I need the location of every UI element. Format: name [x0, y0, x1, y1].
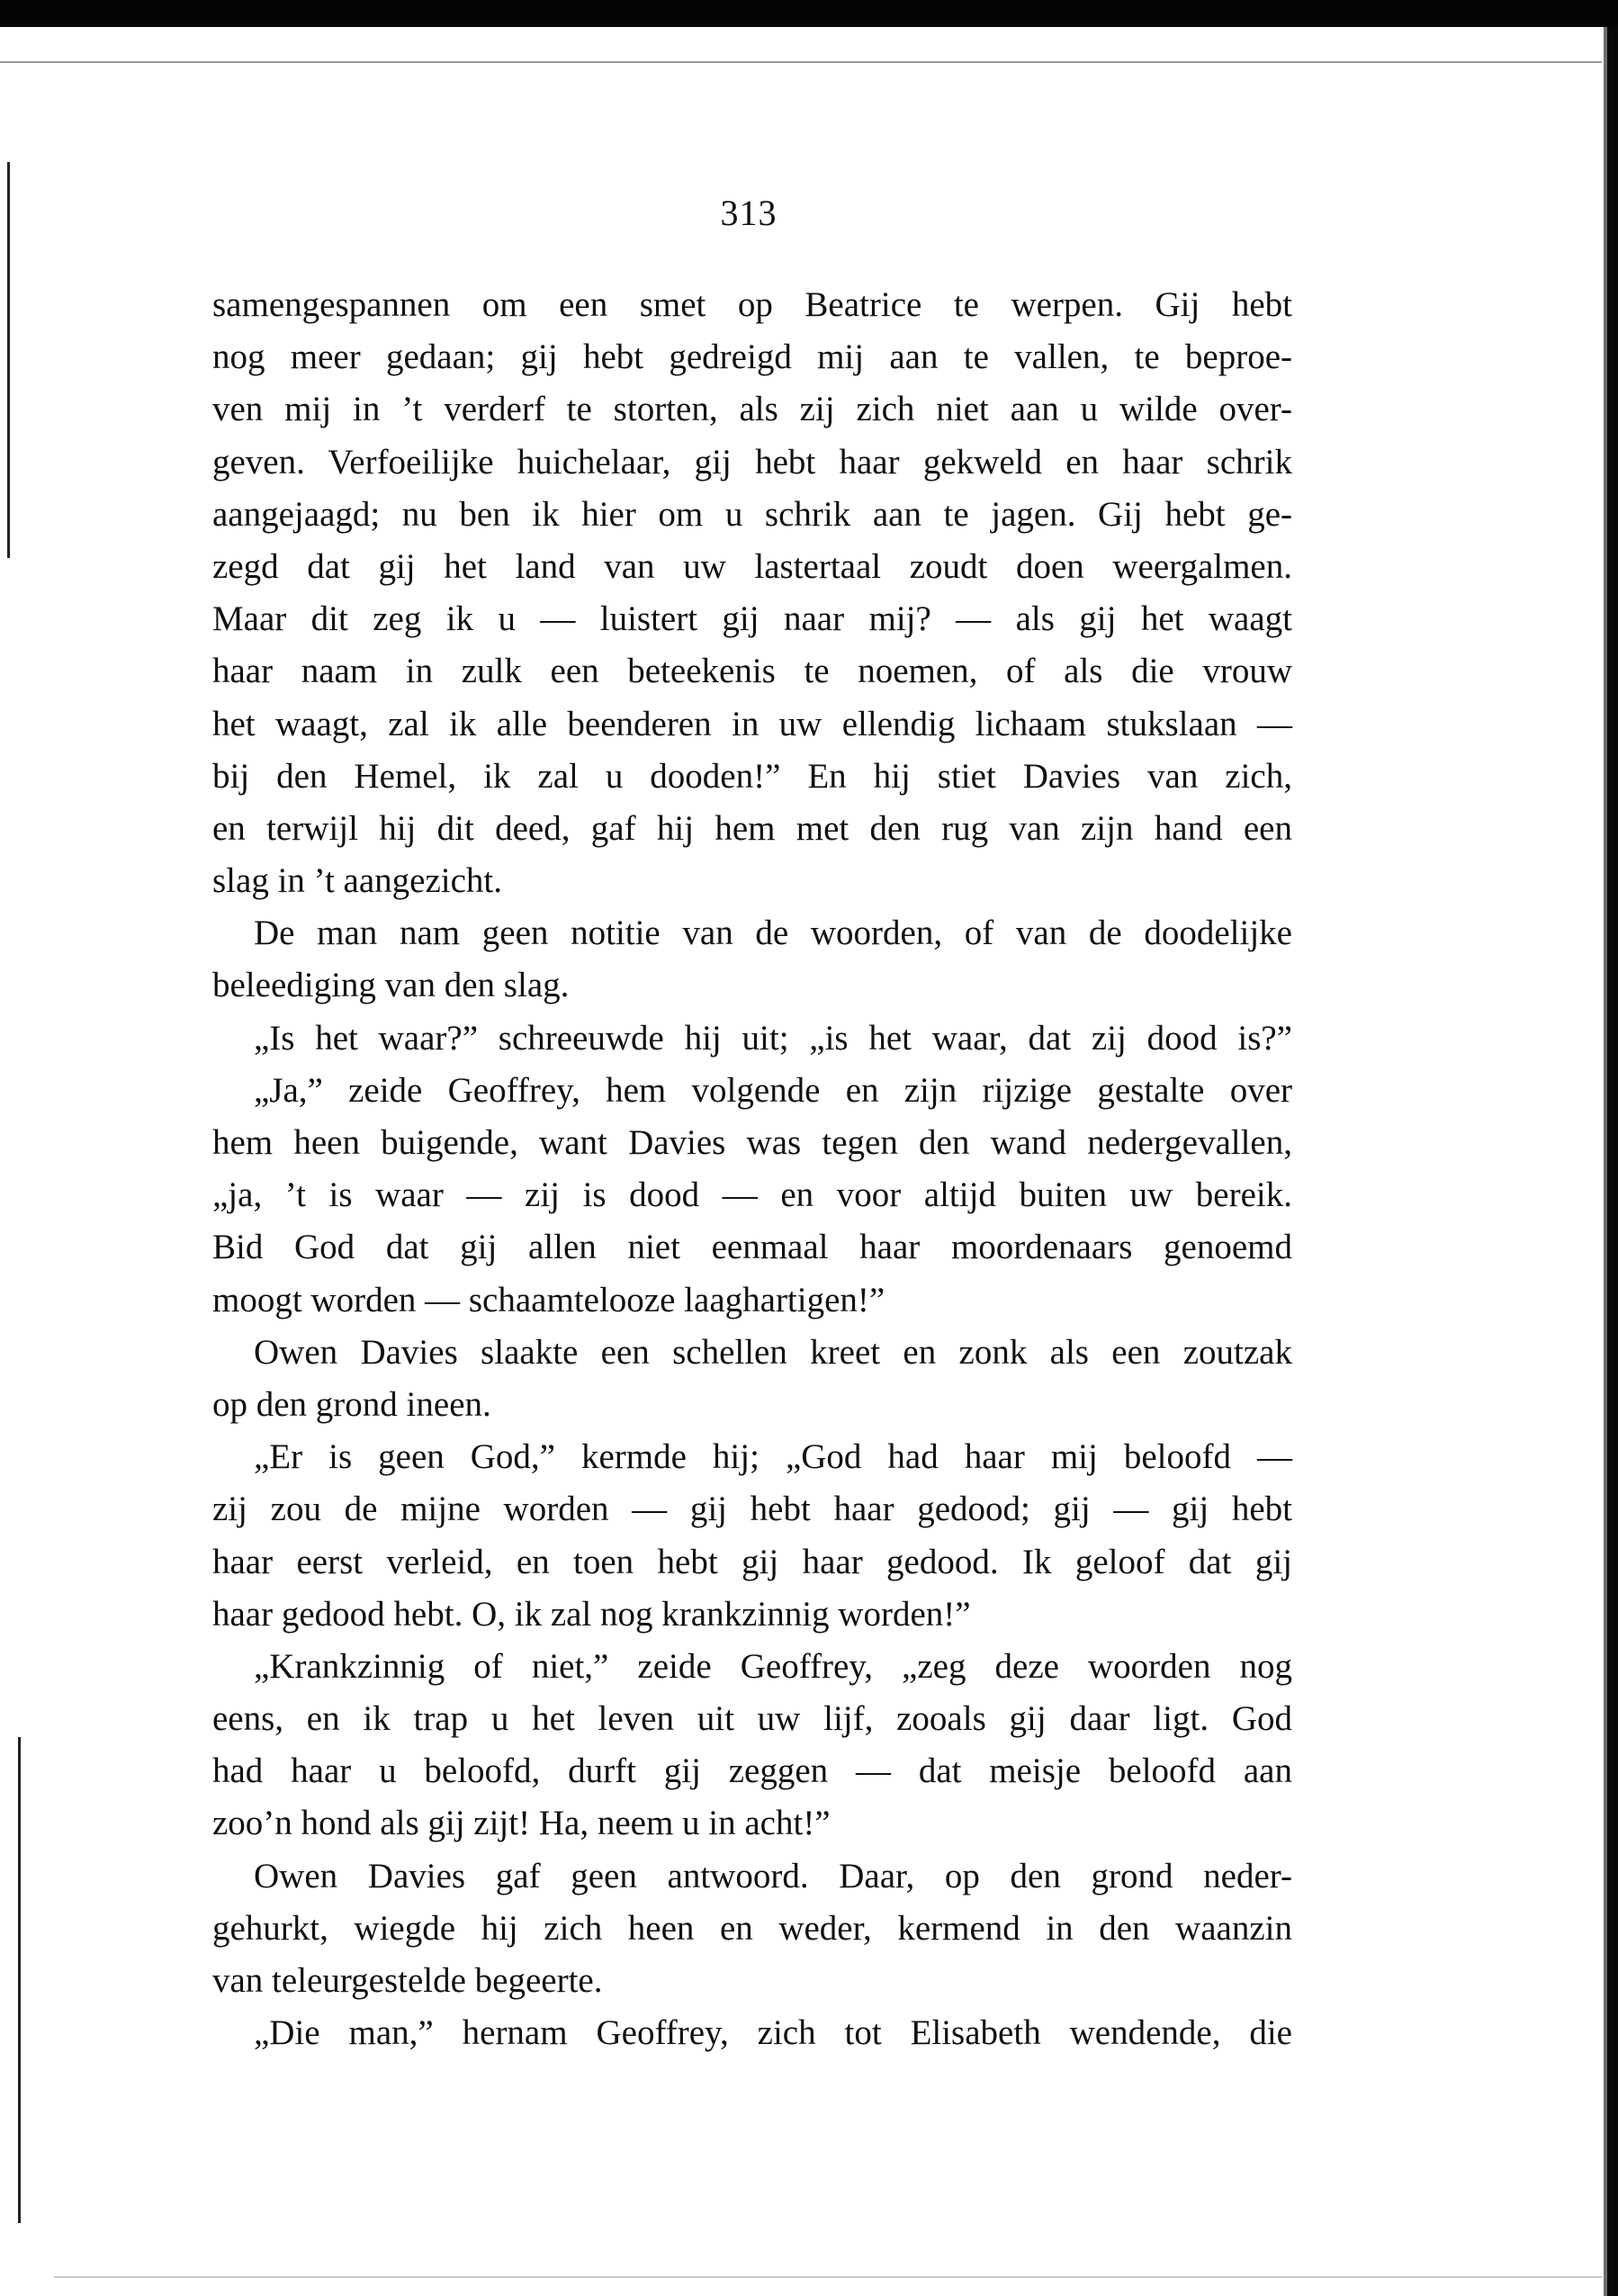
text-line: gehurkt, wiegde hij zich heen en weder, kermend in den waanzin [212, 1908, 1292, 1948]
scan-right-shadow [1604, 27, 1607, 2296]
text-line: van teleurgestelde begeerte. [212, 1961, 603, 2000]
text-line: op den grond ineen. [212, 1384, 491, 1424]
text-line: geven. Verfoeilijke huichelaar, gij hebt haar gekweld en haar schrik [212, 442, 1292, 482]
page-top-edge [0, 61, 1602, 63]
text-line: en terwijl hij dit deed, gaf hij hem met den rug van zijn hand een [212, 808, 1292, 848]
text-line: beleediging van den slag. [212, 966, 570, 1005]
text-line: moogt worden — schaamtelooze laaghartigen!” [212, 1280, 885, 1319]
scan-right-border [1607, 27, 1618, 2296]
text-line: Owen Davies slaakte een schellen kreet en zonk als een zoutzak [254, 1332, 1292, 1372]
text-line: „Ja,” zeide Geoffrey, hem volgende en zijn rijzige gestalte over [254, 1070, 1292, 1110]
text-line: slag in ’t aangezicht. [212, 861, 502, 901]
page-bottom-edge [54, 2276, 1602, 2278]
text-line: ven mij in ’t verderf te storten, als zij zich niet aan u wilde over- [212, 390, 1292, 429]
text-line: haar gedood hebt. O, ik zal nog krankzinnig worden!” [212, 1594, 971, 1634]
text-line: hem heen buigende, want Davies was tegen den wand nedergevallen, [212, 1123, 1292, 1162]
page-number: 313 [720, 193, 778, 233]
text-line: „Die man,” hernam Geoffrey, zich tot Elisabeth wendende, die [254, 2013, 1292, 2053]
scan-left-mark-bottom [18, 1737, 26, 2223]
text-line: eens, en ik trap u het leven uit uw lijf, zooals gij daar ligt. God [212, 1699, 1292, 1739]
text-line: Owen Davies gaf geen antwoord. Daar, op den grond neder- [254, 1856, 1292, 1895]
text-line: zegd dat gij het land van uw lastertaal zoudt doen weergalmen. [212, 546, 1292, 586]
text-line: Bid God dat gij allen niet eenmaal haar moordenaars genoemd [212, 1228, 1292, 1267]
text-line: „Is het waar?” schreeuwde hij uit; „is het waar, dat zij dood is?” [254, 1018, 1292, 1058]
text-line: „ja, ’t is waar — zij is dood — en voor altijd buiten uw bereik. [212, 1175, 1292, 1215]
scan-top-border [0, 0, 1618, 27]
text-line: had haar u beloofd, durft gij zeggen — dat meisje beloofd aan [212, 1751, 1292, 1791]
text-line: zoo’n hond als gij zijt! Ha, neem u in acht!” [212, 1804, 831, 1843]
text-line: haar eerst verleid, en toen hebt gij haar gedood. Ik geloof dat gij [212, 1542, 1292, 1581]
text-line: „Er is geen God,” kermde hij; „God had haar mij beloofd — [254, 1437, 1292, 1477]
text-line: zij zou de mijne worden — gij hebt haar gedood; gij — gij hebt [212, 1490, 1292, 1529]
text-line: nog meer gedaan; gij hebt gedreigd mij aan te vallen, te beproe- [212, 338, 1292, 377]
text-line: De man nam geen notitie van de woorden, of van de doodelijke [254, 914, 1292, 953]
text-line: „Krankzinnig of niet,” zeide Geoffrey, „zeg deze woorden nog [254, 1646, 1292, 1686]
text-line: aangejaagd; nu ben ik hier om u schrik aan te jagen. Gij hebt ge- [212, 494, 1292, 534]
text-line: Maar dit zeg ik u — luistert gij naar mij? — als gij het waagt [212, 599, 1292, 639]
text-line: het waagt, zal ik alle beenderen in uw ellendig lichaam stukslaan — [212, 704, 1292, 743]
text-line: haar naam in zulk een beteekenis te noemen, of als die vrouw [212, 652, 1292, 691]
text-line: samengespannen om een smet op Beatrice te werpen. Gij hebt [212, 285, 1292, 324]
body-text [212, 279, 1292, 2059]
text-line: bij den Hemel, ik zal u dooden!” En hij stiet Davies van zich, [212, 756, 1292, 796]
